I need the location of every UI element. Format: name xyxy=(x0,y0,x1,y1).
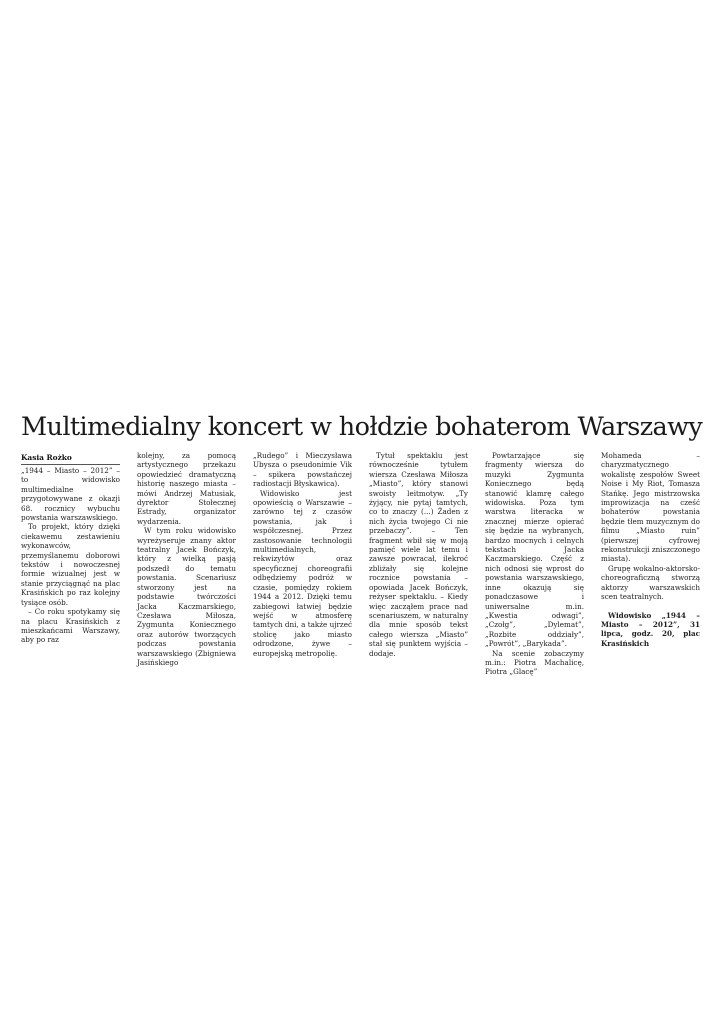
paragraph: Mohameda – charyzmatycznego wokalistę zespołów Sweet Noise i My Riot, Tomasza Stańkę. Jego mistrzowska improwizacja na cześć bohaterów powstania będzie tłem muzycznym do filmu „Miasto ruin” (pierwszej cyfrowej rekonstrukcji zniszczonego miasta). xyxy=(601,451,700,564)
event-info: Widowisko „1944 – Miasto – 2012”, 31 lipca, godz. 20, plac Krasińskich xyxy=(601,610,700,648)
paragraph: W tym roku widowisko wyreżyseruje znany aktor teatralny Jacek Bończyk, który z wielką pasją podszedł do tematu powstania. Scenariusz stworzony jest na podstawie twórczości Jacka Kaczmarskiego, Czesława Miłosza, Zygmunta Koniecznego oraz autorów tworzących podczas powstania warszawskiego (Zbigniewa Jasińskiego xyxy=(137,526,236,667)
byline: Kasia Rożko xyxy=(21,453,120,465)
column-5 xyxy=(485,451,584,677)
headline: Multimedialny koncert w hołdzie bohaterom Warszawy xyxy=(21,412,703,442)
column-6 xyxy=(601,451,700,648)
paragraph: Powtarzające się fragmenty wiersza do muzyki Zygmunta Koniecznego będą stanowić klamrę całego widowiska. Poza tym warstwa literacka w znacznej mierze opierać się będzie na wybranych, bardzo mocnych i celnych tekstach Jacka Kaczmarskiego. Część z nich odnosi się wprost do powstania warszawskiego, inne okazują się ponadczasowe i uniwersalne m.in. „Kwestia odwagi”, „Czołg”, „Dylemat”, „Rozbite oddziały”, „Powrót”, „Barykada”. xyxy=(485,451,584,649)
paragraph: Tytuł spektaklu jest równocześnie tytułem wiersza Czesława Miłosza „Miasto”, który stanowi swoisty leitmotyw. „Ty żyjący, nie pytaj tamtych, co to znaczy (...) Żaden z nich życia twojego Ci nie przebaczy”. – Ten fragment wbił się w moją pamięć wiele lat temu i zawsze powracał, ilekroć zbliżały się kolejne rocznice powstania – opowiada Jacek Bończyk, reżyser spektaklu. – Kiedy więc zacząłem prace nad scenariuszem, w naturalny dla mnie sposób tekst całego wiersza „Miasto” stał się punktem wyjścia – dodaje. xyxy=(369,451,468,658)
column-3 xyxy=(253,451,352,658)
paragraph: – Co roku spotykamy się na placu Krasińskich z mieszkańcami Warszawy, aby po raz xyxy=(21,607,120,645)
paragraph: Na scenie zobaczymy m.in.: Piotra Machalicę, Piotra „Glacę” xyxy=(485,648,584,677)
column-4 xyxy=(369,451,468,658)
paragraph: „Rudego” i Mieczysława Ubysza o pseudonimie Vik – spikera powstańczej radiostacji Błyskawica). xyxy=(253,451,352,489)
paragraph: kolejny, za pomocą artystycznego przekazu opowiedzieć dramatyczną historię naszego miasta – mówi Andrzej Matusiak, dyrektor Stołecznej Estrady, organizator wydarzenia. xyxy=(137,451,236,526)
column-1 xyxy=(21,466,120,645)
column-2 xyxy=(137,451,236,667)
paragraph: „1944 – Miasto – 2012” – to widowisko multimedialne przygotowywane z okazji 68. rocznicy wybuchu powstania warszawskiego. xyxy=(21,466,120,523)
paragraph: To projekt, który dzięki ciekawemu zestawieniu wykonawców, przemyślanemu doborowi tekstów i nowoczesnej formie wizualnej jest w stanie przyciągnąć na plac Krasińskich po raz kolejny tysiące osób. xyxy=(21,522,120,607)
paragraph: Grupę wokalno-aktorsko-choreograficzną stworzą aktorzy warszawskich scen teatralnych. xyxy=(601,563,700,602)
paragraph: Widowisko jest opowieścią o Warszawie – zarówno tej z czasów powstania, jak i współczesnej. Przez zastosowanie technologii multimedialnych, rekwizytów oraz specyficznej choreografii odbędziemy podróż w czasie, pomiędzy rokiem 1944 a 2012. Dzięki temu zabiegowi łatwiej będzie wejść w atmosferę tamtych dni, a także ujrzeć stolicę jako miasto odrodzone, żywe – europejską metropolię. xyxy=(253,488,352,658)
